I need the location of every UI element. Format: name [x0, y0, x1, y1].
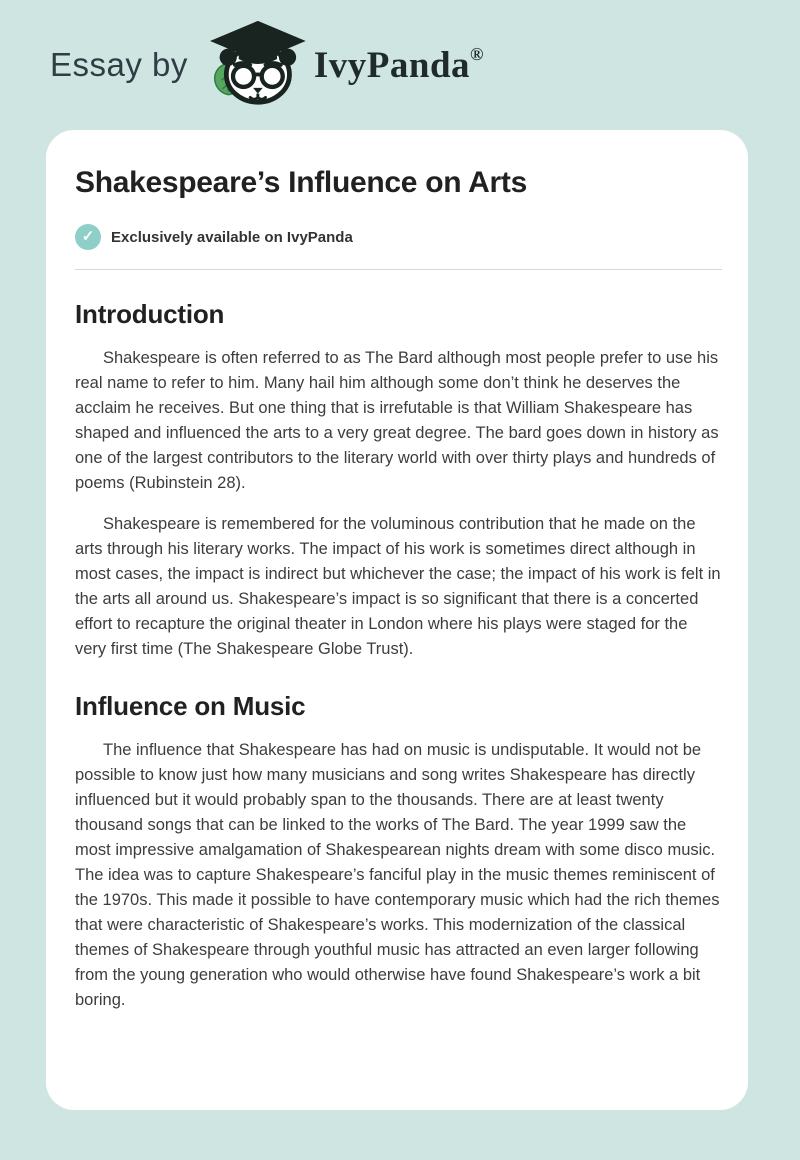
section-introduction	[75, 299, 722, 662]
essay-paragraph: The influence that Shakespeare has had on music is undisputable. It would not be possible to know just how many musicians and song writes Shakespeare has directly influenced but it would probably span to the thousands. There are at least twenty thousand songs that can be linked to the works of The Bard. The year 1999 saw the most impressive amalgamation of Shakespearean nights dream with some disco music. The idea was to capture Shakespeare’s fanciful play in the music themes reminiscent of the 1970s. This made it possible to have contemporary music which had the rich themes that were characteristic of Shakespeare’s works. This modernization of the classical themes of Shakespeare through youthful music has attracted an even larger following from the young generation who would otherwise have found Shakespeare’s work a bit boring.	[75, 741, 720, 1009]
essay-paragraph: Shakespeare is remembered for the voluminous contribution that he made on the arts through his literary works. The impact of his work is sometimes direct although in most cases, the impact is indirect but whichever the case; the impact of his work is felt in the arts all around us. Shakespeare’s impact is so significant that there is a concerted effort to recapture the original theater in London where his plays were staged for the very first time (The Shakespeare Globe Trust).	[75, 515, 721, 658]
brand-name: IvyPanda	[313, 44, 471, 86]
section-heading: Introduction	[75, 299, 225, 329]
page-title: Shakespeare’s Influence on Arts	[75, 166, 527, 199]
essay-paragraph: Shakespeare is often referred to as The Bard although most people prefer to use his real name to refer to him. Many hail him although some don’t think he deserves the acclaim he receives. But one thing that is irrefutable is that William Shakespeare has shaped and influenced the arts to a very great degree. The bard goes down in history as one of the largest contributors to the literary world with over thirty plays and hundreds of poems (Rubinstein 28).	[75, 349, 719, 492]
essay-by-label: Essay by	[50, 46, 188, 83]
panda-graduate-icon	[202, 19, 308, 107]
registered-mark: ®	[470, 44, 484, 65]
divider	[75, 269, 722, 270]
page-header	[0, 0, 800, 130]
check-glyph: ✓	[81, 227, 95, 245]
check-icon	[75, 224, 101, 250]
exclusive-badge	[75, 224, 722, 250]
brand-wordmark	[314, 44, 484, 87]
badge-label: Exclusively available on IvyPanda	[111, 228, 353, 246]
section-heading: Influence on Music	[75, 691, 306, 721]
section-influence-on-music	[75, 691, 722, 1013]
essay-card	[46, 130, 748, 1110]
